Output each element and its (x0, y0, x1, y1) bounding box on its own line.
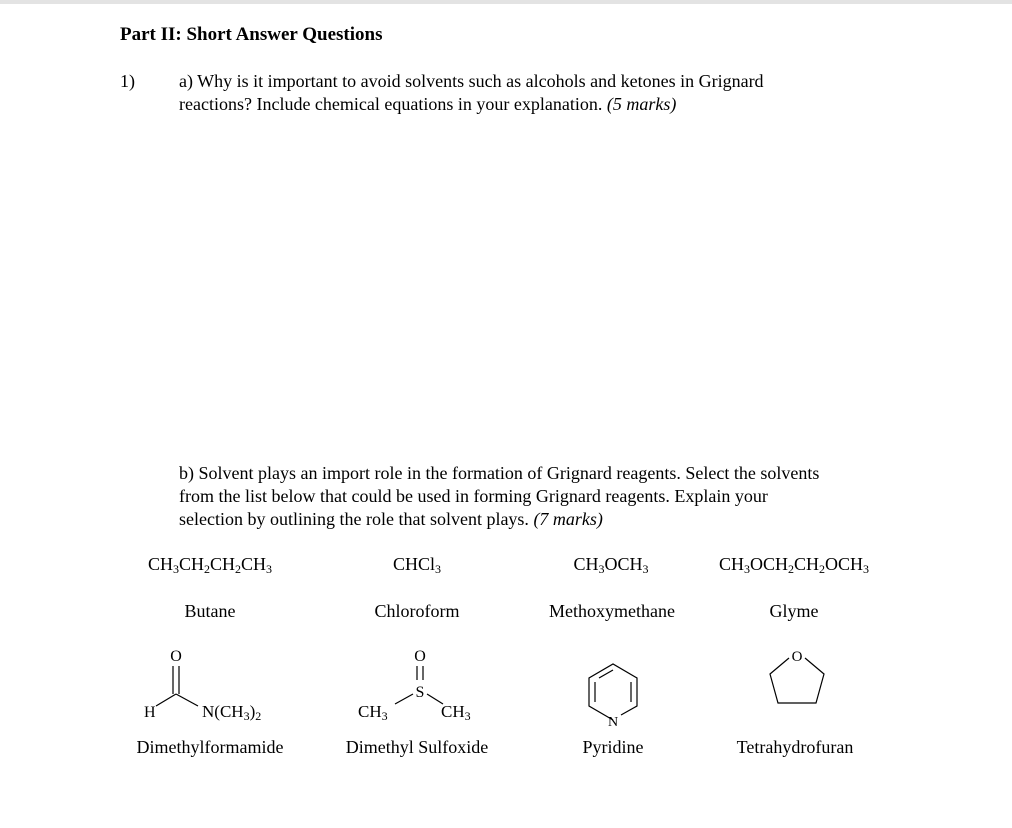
solvent-formula-methoxymethane: $CH_3OCH_3$ (573, 554, 649, 576)
pyridine-ring (589, 664, 637, 720)
question-part-b (179, 462, 909, 531)
part-a-marks: (5 marks) (606, 94, 677, 114)
top-border (0, 0, 1012, 4)
solvent-name-methoxymethane: Methoxymethane (549, 601, 675, 621)
thf-structure (758, 644, 838, 716)
part-a-line: reactions? Include chemical equations in your explanation. (5 marks) (179, 94, 677, 114)
solvent-formula-glyme: $CH_3OCH_2CH_2OCH_3$ (718, 554, 870, 576)
dmf-structure (140, 644, 290, 724)
question-part-a (179, 70, 909, 116)
structure-name-dmso: Dimethyl Sulfoxide (345, 737, 489, 757)
part-b-line: b) Solvent plays an import role in the formation of Grignard reagents. Select the solvents (179, 463, 820, 483)
pyridine-nitrogen-label: N (607, 715, 619, 730)
question-number: 1) (120, 71, 135, 91)
thf-oxygen-label: O (791, 649, 803, 665)
section-heading: Part II: Short Answer Questions (120, 24, 383, 45)
solvent-name-chloroform: Chloroform (374, 601, 460, 621)
dmso-bond (395, 694, 413, 704)
dmf-bond (156, 694, 176, 706)
dmso-methyl-left-label: CH3 (358, 702, 388, 723)
solvent-formula-butane: $CH_3CH_2CH_2CH_3$ (147, 554, 273, 576)
dmf-nitrogen-label: N(CH3)2 (202, 702, 262, 723)
part-a-line: a) Why is it important to avoid solvents such as alcohols and ketones in Grignard (179, 71, 764, 91)
dmf-bond (176, 694, 198, 706)
solvent-formula-chloroform: CHCl$_3$ (392, 554, 442, 576)
structure-name-thf: Tetrahydrofuran (736, 737, 854, 757)
dmso-structure (355, 644, 505, 724)
dmso-methyl-right-label: CH3 (441, 702, 471, 723)
structure-name-pyridine: Pyridine (582, 737, 644, 757)
dmso-oxygen-label: O (414, 648, 426, 665)
pyridine-structure (575, 644, 655, 732)
dmso-sulfur-label: S (415, 684, 425, 701)
dmf-hydrogen-label: H (144, 704, 156, 721)
solvent-name-butane: Butane (184, 601, 236, 621)
part-b-line: selection by outlining the role that solvent plays. (7 marks) (179, 509, 603, 529)
part-b-marks: (7 marks) (533, 509, 603, 529)
part-b-line: from the list below that could be used in forming Grignard reagents. Explain your (179, 486, 768, 506)
structure-name-dmf: Dimethylformamide (136, 737, 284, 757)
dmf-oxygen-label: O (170, 648, 182, 665)
solvent-name-glyme: Glyme (769, 601, 819, 621)
